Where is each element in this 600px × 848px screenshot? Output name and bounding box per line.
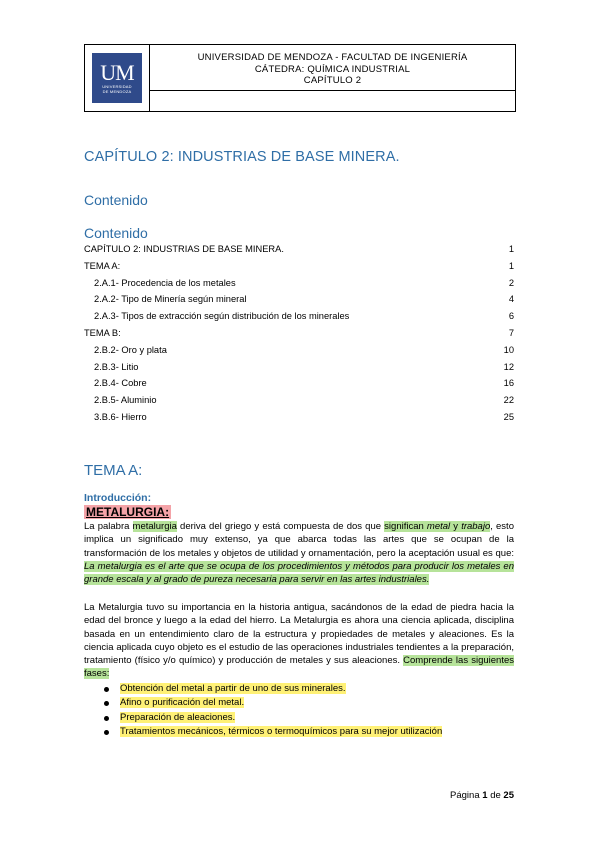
toc-entry-page: 16 <box>503 378 514 389</box>
toc-entry-label: 2.B.2- Oro y plata <box>94 344 167 355</box>
toc-entry[interactable] <box>84 375 514 392</box>
toc-entry-page: 12 <box>503 361 514 372</box>
list-item: Preparación de aleaciones. <box>100 711 442 725</box>
toc-entry-label: 2.B.4- Cobre <box>94 378 147 389</box>
list-item: Afino o purificación del metal. <box>100 696 442 710</box>
university-logo <box>92 53 142 103</box>
toc-entry[interactable] <box>84 359 514 376</box>
chapter-title: CAPÍTULO 2: INDUSTRIAS DE BASE MINERA. <box>84 149 400 165</box>
toc-entry-page: 6 <box>508 311 514 322</box>
list-item: Obtención del metal a partir de uno de sus minerales. <box>100 682 442 696</box>
toc-entry-label: 2.A.2- Tipo de Minería según mineral <box>94 294 247 305</box>
metalurgia-title: METALURGIA: <box>86 505 170 519</box>
logo-text: UM <box>100 60 134 85</box>
toc-entry[interactable] <box>84 258 514 275</box>
paragraph-2: La Metalurgia tuvo su importancia en la historia antigua, sacándonos de la edad de piedra hacia la edad del bronce y luego a la edad del hierro. La Metalurgia es ahora una ciencia aplicada, disciplina basada en un entendimiento claro de la estructura y propiedades de metales y aleaciones. Es la ciencia aplicada cuyo objeto es el estudio de las operaciones industriales tendientes a la preparación, tratamiento (físico y/o químico) y producción de metales y sus aleaciones. Comprende las siguientes fases: <box>84 602 514 680</box>
header-line-3: CAPÍTULO 2 <box>303 75 362 86</box>
toc-entry[interactable] <box>84 342 514 359</box>
toc-entry-label: 2.A.3- Tipos de extracción según distribución de los minerales <box>94 311 350 322</box>
phases-list <box>100 682 442 740</box>
toc-entry-page: 10 <box>503 344 514 355</box>
toc-entry-page: 25 <box>503 411 514 422</box>
toc-entry-page: 22 <box>503 395 514 406</box>
highlight: significan metal y trabajo <box>384 521 491 532</box>
toc-entry-label: 2.B.3- Litio <box>94 361 139 372</box>
contenido-heading-1: Contenido <box>84 192 148 208</box>
header-line-1: UNIVERSIDAD DE MENDOZA - FACULTAD DE INGENIERÍA <box>197 52 468 63</box>
toc-entry-page: 1 <box>508 260 514 271</box>
toc-entry[interactable] <box>84 392 514 409</box>
toc-entry-label: TEMA B: <box>84 327 121 338</box>
toc-entry-page: 1 <box>508 244 514 254</box>
toc-entry[interactable] <box>84 308 514 325</box>
table-of-contents <box>84 241 514 426</box>
toc-entry[interactable] <box>84 275 514 292</box>
toc-entry-page: 2 <box>508 277 514 288</box>
toc-entry-label: 2.B.5- Aluminio <box>94 395 157 406</box>
toc-entry[interactable] <box>84 409 514 426</box>
toc-entry-label: TEMA A: <box>84 260 121 271</box>
toc-entry[interactable] <box>84 291 514 308</box>
logo-subtext-2: DE MENDOZA <box>102 89 132 94</box>
tema-a-heading: TEMA A: <box>84 462 143 479</box>
toc-entry-label: CAPÍTULO 2: INDUSTRIAS DE BASE MINERA. <box>84 244 284 254</box>
toc-entry[interactable] <box>84 241 514 258</box>
header-line-2: CÁTEDRA: QUÍMICA INDUSTRIAL <box>254 63 411 75</box>
header-text <box>150 45 515 91</box>
contenido-heading-2: Contenido <box>84 225 148 241</box>
logo-subtext-1: UNIVERSIDAD <box>102 84 132 89</box>
introduccion-heading: Introducción: <box>84 492 152 504</box>
logo-cell <box>85 45 150 111</box>
toc-entry-label: 3.B.6- Hierro <box>94 411 147 422</box>
toc-entry-page: 4 <box>508 294 514 305</box>
toc-entry[interactable] <box>84 325 514 342</box>
paragraph-1: La palabra metalurgia deriva del griego y está compuesta de dos que significan metal y trabajo, esto implica un significado muy extenso, ya que abarca todas las artes que se ocupan de la transformación de los metales y objetos de utilidad y ornamentación, pero la aceptación usual es que: La metalurgia es el arte que se ocupa de los procedimientos y métodos para producir los metales en grande escala y al grado de pureza necesaria para servir en las artes industriales. <box>84 521 514 586</box>
header-table <box>84 44 516 112</box>
list-item: Tratamientos mecánicos, térmicos o termoquímicos para su mejor utilización <box>100 725 442 739</box>
toc-entry-page: 7 <box>508 327 514 338</box>
highlighted-definition: La metalurgia es el arte que se ocupa de los procedimientos y métodos para producir los metales en grande escala y al grado de pureza necesaria para servir en las artes industriales. <box>84 560 514 586</box>
toc-entry-label: 2.A.1- Procedencia de los metales <box>94 277 236 288</box>
page-footer: Página 1 de 25 <box>450 790 514 801</box>
